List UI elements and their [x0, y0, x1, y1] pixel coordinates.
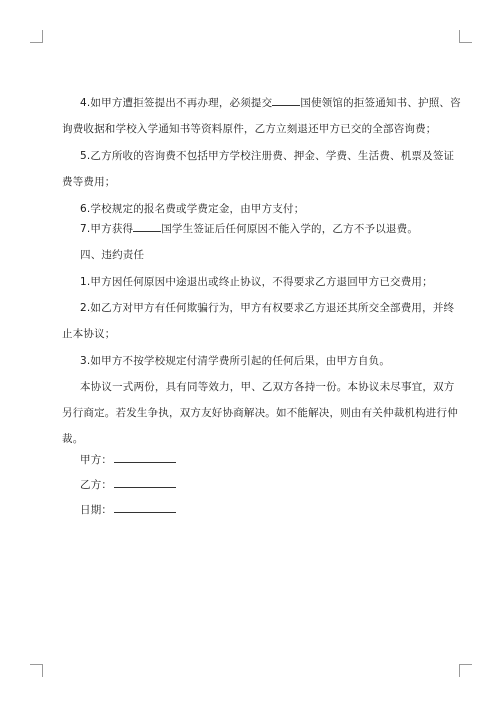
clause-4-line-2: 询费收据和学校入学通知书等资料原件，乙方立刻退还甲方已交的全部咨询费；	[62, 123, 437, 135]
closing-line-1: 本协议一式两份，具有同等效力，甲、乙双方各持一份。本协议未尽事宜，双方	[80, 381, 455, 393]
crop-mark-top-right	[459, 30, 472, 43]
party-b-signature-line	[114, 478, 176, 488]
clause-4-number: 4.	[80, 97, 91, 109]
signature-party-a	[80, 452, 176, 467]
closing-line-3: 裁。	[62, 433, 84, 445]
clause-5-line-1: 5.乙方所收的咨询费不包括甲方学校注册费、押金、学费、生活费、机票及签证	[80, 150, 455, 162]
blank-country-field	[272, 96, 300, 106]
clause-4-text-a: 如甲方遭拒签提出不再办理，必须提交	[90, 97, 273, 109]
liability-item-2-line-2: 止本协议；	[62, 328, 116, 340]
liability-item-2-line-1: 2.如乙方对甲方有任何欺骗行为，甲方有权要求乙方退还其所交全部费用，并终	[80, 302, 455, 314]
blank-country-field	[133, 222, 161, 232]
clause-6: 6.学校规定的报名费或学费定金，由甲方支付；	[80, 203, 305, 215]
liability-item-1: 1.甲方因任何原因中途退出或终止协议，不得要求乙方退回甲方已交费用；	[80, 276, 433, 288]
closing-line-2: 另行商定。若发生争执，双方友好协商解决。如不能解决，则由有关仲裁机构进行仲	[62, 407, 458, 419]
crop-mark-bottom-left	[30, 664, 43, 677]
clause-4-text-b: 国使领馆的拒签通知书、护照、咨	[300, 97, 461, 109]
crop-mark-top-left	[30, 30, 43, 43]
clause-5-line-2: 费等费用；	[62, 176, 116, 188]
signature-date	[80, 502, 176, 517]
date-signature-line	[114, 503, 176, 513]
party-b-label: 乙方：	[80, 479, 113, 491]
clause-4-line-1	[80, 95, 461, 110]
section-heading-liability: 四、违约责任	[80, 249, 145, 261]
signature-party-b	[80, 477, 176, 492]
date-label: 日期：	[80, 504, 113, 516]
clause-7-text-b: 国学生签证后任何原因不能入学的，乙方不予以退费。	[161, 223, 419, 235]
party-a-label: 甲方：	[80, 454, 113, 466]
crop-mark-bottom-right	[459, 664, 472, 677]
clause-7-text-a: 7.甲方获得	[80, 223, 134, 235]
clause-7	[80, 221, 418, 236]
liability-item-3: 3.如甲方不按学校规定付清学费所引起的任何后果，由甲方自负。	[80, 355, 391, 367]
party-a-signature-line	[114, 453, 176, 463]
